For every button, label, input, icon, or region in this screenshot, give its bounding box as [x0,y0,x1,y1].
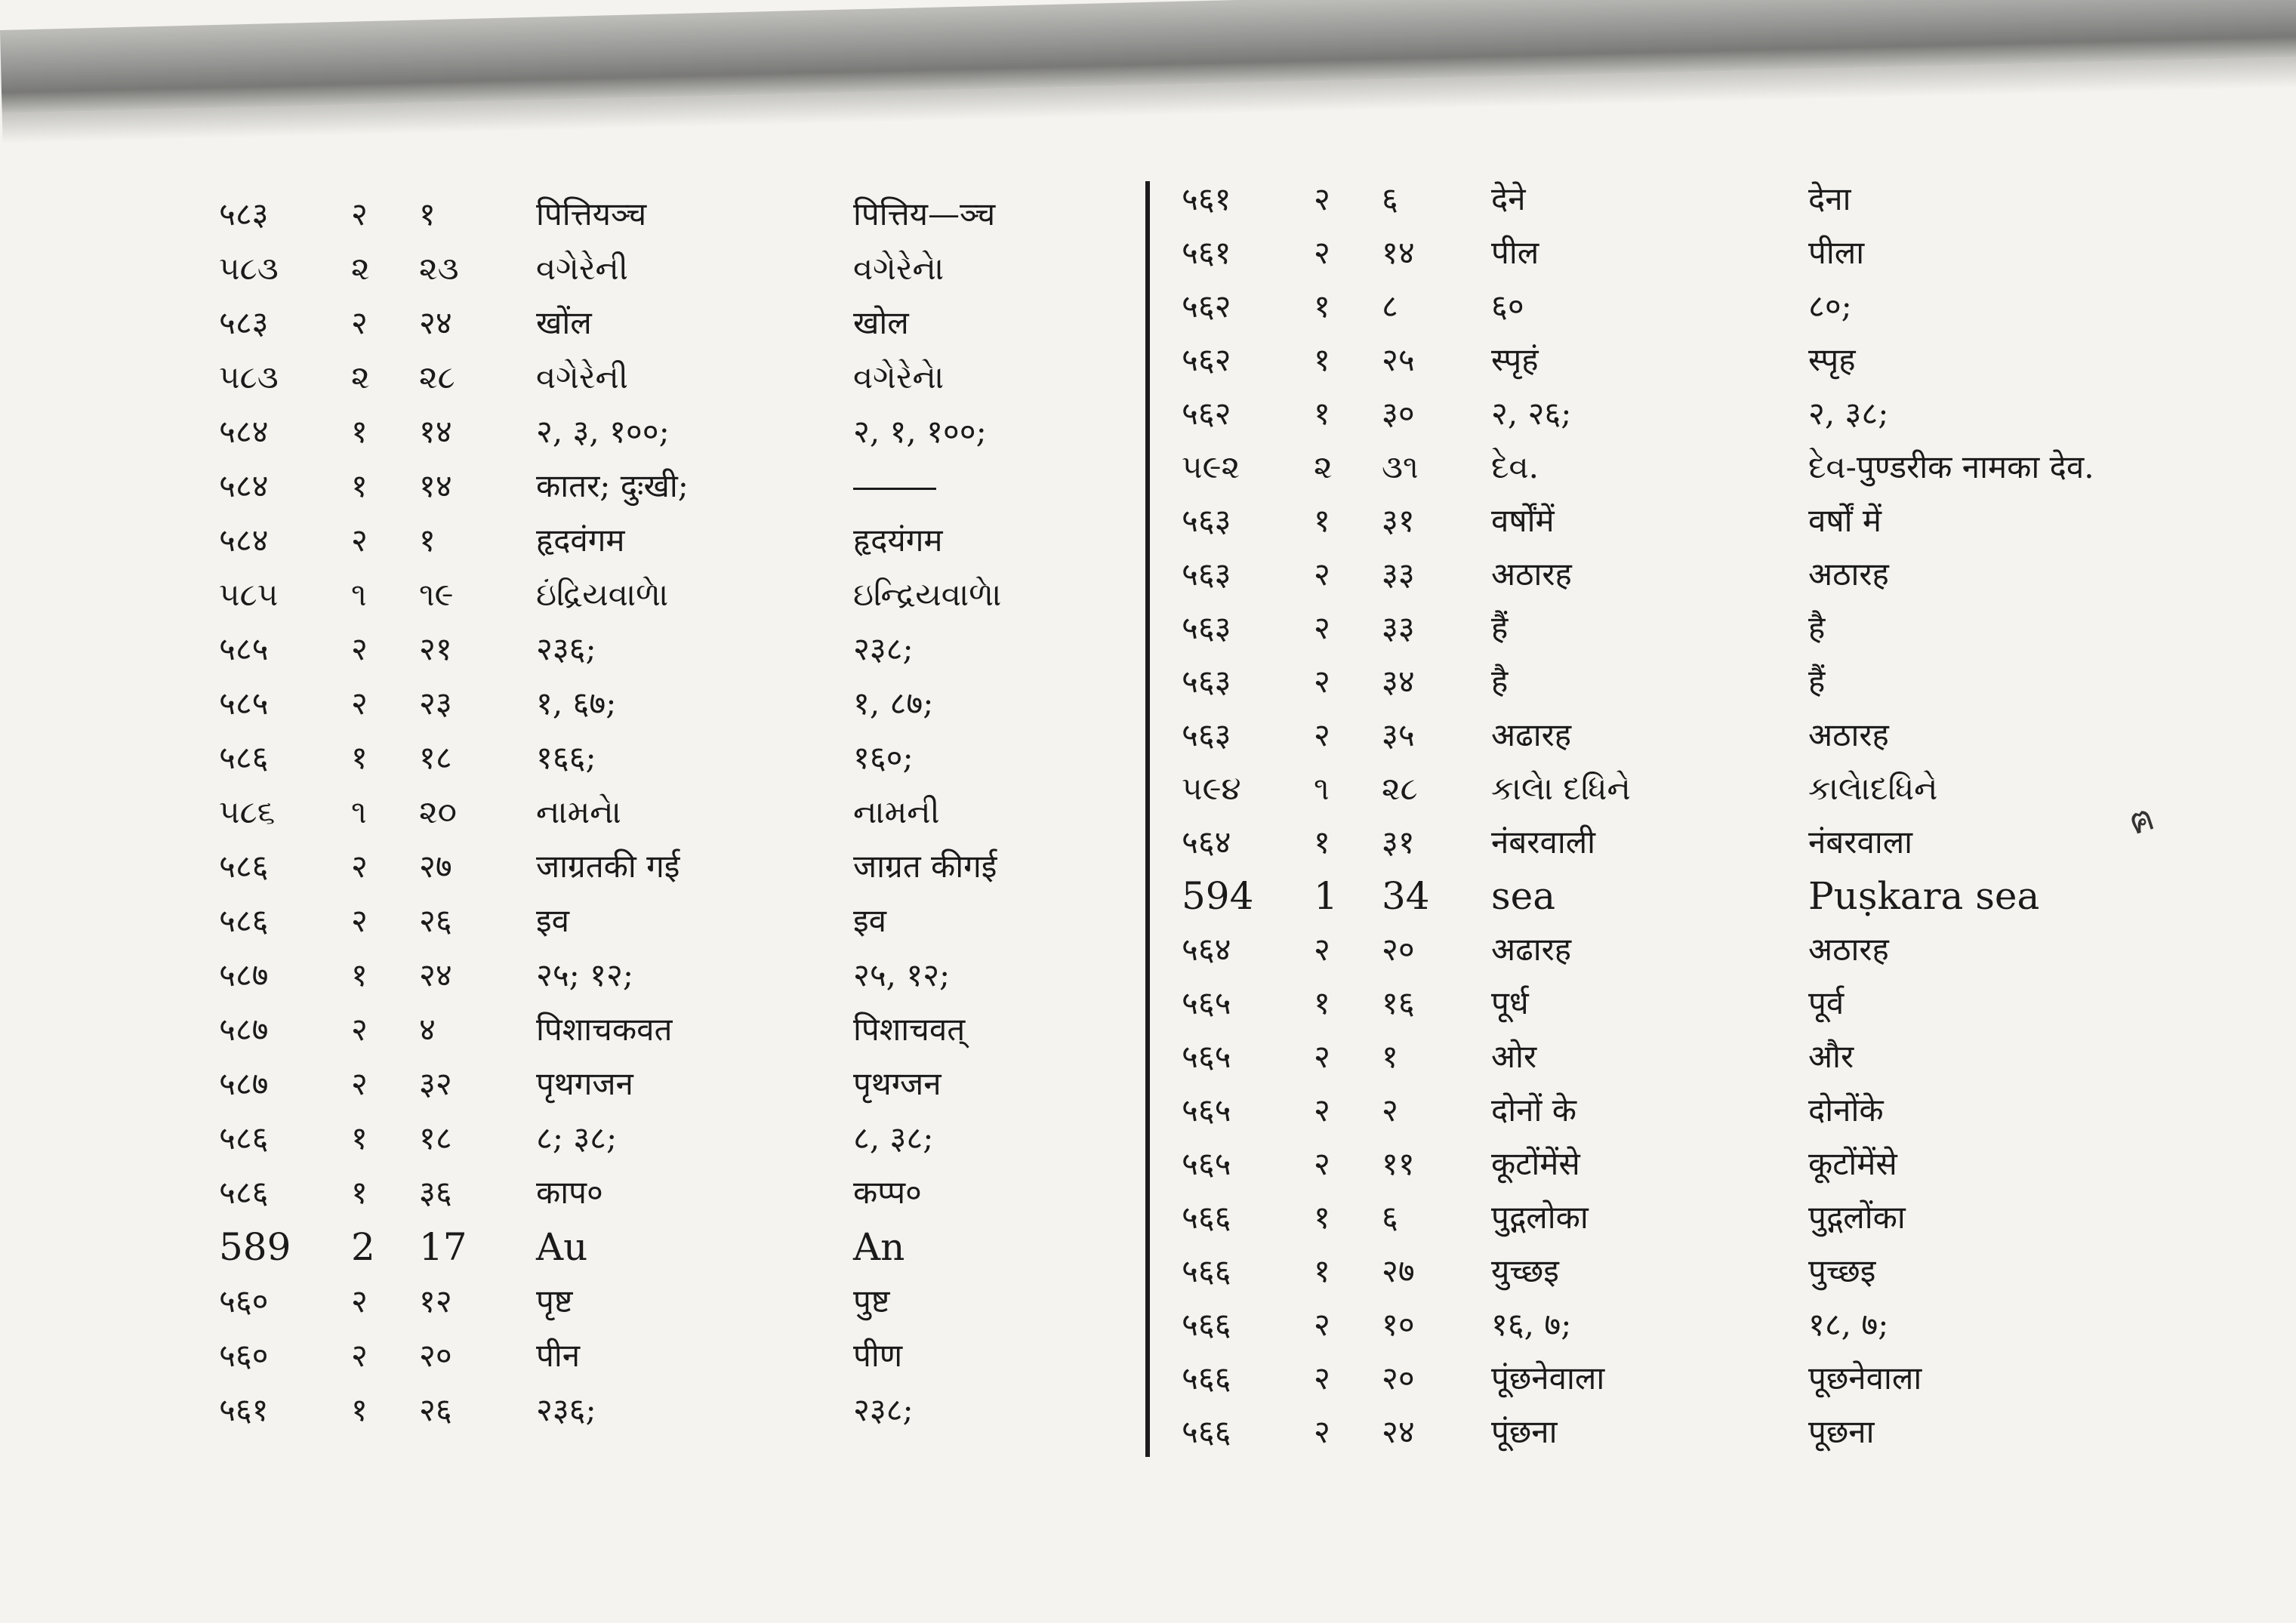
errata-row [219,406,1125,457]
column-number: २ [1314,1092,1330,1129]
correct-text: २, १, १००; [853,413,987,450]
column-number: २ [351,1283,368,1320]
line-number: 34 [1382,874,1430,918]
errata-row [1182,710,2163,761]
line-number: २ [1382,1092,1398,1129]
page-number: ५६६ [1182,1252,1231,1289]
errata-row [219,1276,1125,1327]
correct-text: कूटोंमेंसे [1808,1145,1897,1182]
incorrect-text: पीन [536,1337,581,1374]
page-number: ५८६ [219,1174,269,1211]
line-number: २३ [419,685,452,722]
errata-row [1182,281,2163,332]
line-number: ३२ [419,1065,452,1102]
errata-row [1182,495,2163,547]
line-number: ૨૮ [1382,770,1418,807]
correct-text: १६०; [853,739,914,776]
left-errata-column [219,174,1125,1480]
page-number: ५६३ [1182,663,1231,700]
correct-text: पिशाचवत् [853,1011,966,1048]
column-number: २ [1314,234,1330,271]
page-number: ૫૮૬ [219,793,276,830]
line-number: २४ [1382,1413,1415,1450]
incorrect-text: ओर [1491,1038,1537,1075]
incorrect-text: अढारह [1491,716,1572,753]
line-number: १८ [419,739,452,776]
page-number: ५६३ [1182,716,1231,753]
correct-text: ८, ३८; [853,1119,934,1156]
column-number: २ [1314,1038,1330,1075]
line-number: १८ [419,1119,452,1156]
correct-text: खोल [853,304,909,341]
correct-text: हृदयंगम [853,522,943,559]
page-number: ५६१ [1182,180,1231,217]
errata-row [219,569,1125,621]
errata-row [1182,870,2163,922]
correct-text: વગેરેનેા [853,250,945,287]
correct-text: નામની [853,793,940,830]
line-number: १ [419,196,436,233]
page-number: ૫૯૪ [1182,770,1241,807]
line-number: 17 [419,1225,467,1269]
incorrect-text: खोंल [536,304,592,341]
column-number: ૨ [351,359,370,396]
page-number: ५६२ [1182,395,1231,432]
incorrect-text: जाग्रतकी गई [536,848,680,885]
column-number: २ [1314,1360,1330,1397]
incorrect-text: દેવ. [1491,448,1539,485]
line-number: २४ [419,956,452,993]
correct-text: देना [1808,180,1851,217]
incorrect-text: કાલેા દધિને [1491,770,1631,807]
page-number: ५८६ [219,739,269,776]
incorrect-text: कातर; दुःखी; [536,467,689,504]
column-number: ૨ [351,250,370,287]
errata-row [1182,388,2163,439]
column-number: २ [1314,556,1330,593]
page-number: ૫૮૩ [219,250,279,287]
incorrect-text: अठारह [1491,556,1572,593]
line-number: ૩૧ [1382,448,1419,485]
page-number: ५८३ [219,196,269,233]
errata-row [1182,1246,2163,1297]
correct-text: Puṣkara sea [1808,874,2040,918]
correct-text: १८, ७; [1808,1306,1889,1343]
correct-text: कप्प० [853,1174,922,1211]
column-number: १ [351,956,368,993]
correct-text: पित्तिय—ञ्च [853,196,996,233]
column-number: १ [1314,341,1330,378]
correct-text: पूछना [1808,1413,1875,1450]
incorrect-text: पिशाचकवत [536,1011,673,1048]
page-number: ५८४ [219,413,269,450]
correct-text: वर्षों में [1808,502,1881,539]
correct-text: ઇન્દ્રિયવાળેા [853,576,1002,613]
correct-text: और [1808,1038,1854,1075]
errata-row [1182,227,2163,279]
incorrect-text: पुद्गलोका [1491,1199,1589,1236]
incorrect-text: १, ६७; [536,685,617,722]
line-number: २४ [419,304,452,341]
page-number: ५६४ [1182,931,1231,968]
column-number: २ [1314,1413,1330,1450]
correct-text: है [1808,609,1826,646]
errata-row [219,352,1125,403]
incorrect-text: Au [536,1225,588,1269]
page-number: ५८७ [219,1065,269,1102]
line-number: १० [1382,1306,1415,1343]
incorrect-text: १६६; [536,739,596,776]
line-number: ३१ [1382,502,1415,539]
column-number: ૧ [1314,770,1330,807]
line-number: २७ [1382,1252,1415,1289]
line-number: १४ [419,413,452,450]
line-number: ૨૮ [419,359,455,396]
column-number: १ [1314,502,1330,539]
column-number: १ [351,1174,368,1211]
errata-row [1182,1406,2163,1458]
errata-row [1182,602,2163,654]
page-number: ५६५ [1182,1092,1231,1129]
column-number: २ [351,522,368,559]
page-number: ૫૯૨ [1182,448,1240,485]
column-number: २ [351,196,368,233]
correct-text: કાલેાદધિને [1808,770,1938,807]
line-number: ११ [1382,1145,1415,1182]
column-number: २ [351,848,368,885]
incorrect-text: हृदवंगम [536,522,625,559]
page-number: 594 [1182,874,1254,918]
scan-edge [0,0,2296,174]
page-number: ५६६ [1182,1360,1231,1397]
correct-text: २, ३८; [1808,395,1889,432]
correct-text: दोनोंके [1808,1092,1884,1129]
correct-text: ८०; [1808,288,1852,325]
column-number: १ [1314,288,1330,325]
column-number: १ [351,739,368,776]
line-number: ३३ [1382,556,1415,593]
line-number: ૨૩ [419,250,459,287]
incorrect-text: दोनों के [1491,1092,1576,1129]
column-number: १ [351,413,368,450]
line-number: ६ [1382,180,1398,217]
incorrect-text: વગેરેની [536,250,628,287]
errata-row [219,1004,1125,1055]
page-number: ५८६ [219,1119,269,1156]
errata-row [219,189,1125,240]
errata-row [219,787,1125,838]
errata-row [1182,1138,2163,1190]
errata-row [219,950,1125,1001]
column-number: २ [1314,663,1330,700]
column-number: २ [351,1337,368,1374]
correct-text: २३८; [853,630,914,667]
page-number: ५८४ [219,467,269,504]
correct-text: An [853,1225,905,1269]
line-number: १ [1382,1038,1398,1075]
errata-row [219,1221,1125,1273]
correct-text: हैं [1808,663,1826,700]
line-number: ३० [1382,395,1415,432]
correct-text: पुच्छइ [1808,1252,1876,1289]
page-number: ५६३ [1182,556,1231,593]
line-number: ३४ [1382,663,1415,700]
column-number: १ [351,1391,368,1428]
correct-text: पूर्व [1808,984,1845,1021]
incorrect-text: १६, ७; [1491,1306,1572,1343]
incorrect-text: पूर्ध [1491,984,1529,1021]
line-number: ૨૦ [419,793,457,830]
column-number: १ [1314,1199,1330,1236]
page-number: ५८७ [219,956,269,993]
column-number: २ [351,1065,368,1102]
column-number: २ [351,630,368,667]
errata-row [1182,1192,2163,1243]
column-number: २ [351,1011,368,1048]
page-number: ५६२ [1182,341,1231,378]
incorrect-text: નામનેા [536,793,621,830]
line-number: १६ [1382,984,1415,1021]
errata-row [219,1330,1125,1381]
correct-text: पीला [1808,234,1865,271]
column-number: २ [1314,180,1330,217]
errata-row [1182,442,2163,493]
page-number: ५८६ [219,848,269,885]
line-number: २६ [419,1391,452,1428]
page-number: ५६१ [219,1391,269,1428]
incorrect-text: पील [1491,234,1539,271]
incorrect-text: नंबरवाली [1491,824,1596,861]
page-number: ५८५ [219,630,269,667]
incorrect-text: अढारह [1491,931,1572,968]
errata-row [219,243,1125,294]
errata-row [1182,817,2163,868]
incorrect-text: पूंछनेवाला [1491,1360,1605,1397]
errata-row [219,841,1125,892]
column-number: २ [1314,931,1330,968]
page-number: ५६५ [1182,1145,1231,1182]
page-number: ५६६ [1182,1199,1231,1236]
line-number: २१ [419,630,452,667]
line-number: ६ [1382,1199,1398,1236]
incorrect-text: पृष्ट [536,1283,573,1320]
errata-row [219,895,1125,947]
correct-text: १, ८७; [853,685,934,722]
correct-text: पुद्गलोंका [1808,1199,1906,1236]
page-number: ५६० [219,1337,269,1374]
correct-text: अठारह [1808,931,1889,968]
page-number: ५६५ [1182,1038,1231,1075]
page-number: ५६२ [1182,288,1231,325]
incorrect-text: पृथगजन [536,1065,633,1102]
line-number: २६ [419,902,452,939]
incorrect-text: पित्तियञ्च [536,196,647,233]
line-number: २७ [419,848,452,885]
correct-text: २५, १२; [853,956,951,993]
correct-text: વગેરેનેા [853,359,945,396]
errata-row [219,515,1125,566]
page-number: 589 [219,1225,291,1269]
incorrect-text: है [1491,663,1509,700]
column-number: ૨ [1314,448,1333,485]
incorrect-text: વગેરેની [536,359,628,396]
errata-row [219,1113,1125,1164]
correct-text: पूछनेवाला [1808,1360,1922,1397]
correct-text: દેવ-पुण्डरीक नामका देव. [1808,448,2094,485]
errata-row [219,624,1125,675]
incorrect-text: पूंछना [1491,1413,1558,1450]
column-number: 2 [351,1225,375,1269]
page-number: ૫૮૩ [219,359,279,396]
line-number: ३५ [1382,716,1415,753]
page-number: ५८७ [219,1011,269,1048]
incorrect-text: युच्छइ [1491,1252,1559,1289]
errata-row [219,460,1125,512]
errata-row [219,678,1125,729]
correct-text [853,460,936,512]
errata-row [1182,763,2163,815]
column-number: १ [1314,824,1330,861]
incorrect-text: ८; ३८; [536,1119,618,1156]
incorrect-text: २, २६; [1491,395,1572,432]
page-number: ५६३ [1182,609,1231,646]
correct-text: पुष्ट [853,1283,890,1320]
page-number: ५८५ [219,685,269,722]
column-number: २ [1314,1145,1330,1182]
column-number: १ [1314,984,1330,1021]
errata-row [1182,334,2163,386]
column-number: २ [351,902,368,939]
errata-row [1182,1353,2163,1404]
column-number: १ [1314,395,1330,432]
line-number: १ [419,522,436,559]
errata-row [1182,924,2163,975]
page-number: ५६३ [1182,502,1231,539]
errata-row [1182,1085,2163,1136]
page-number: ५६० [219,1283,269,1320]
column-number: २ [351,304,368,341]
line-number: ३१ [1382,824,1415,861]
column-number: ૧ [351,576,367,613]
column-number: 1 [1314,874,1338,918]
scan-edge-band [0,0,2296,113]
errata-row [1182,1299,2163,1350]
incorrect-text: हैं [1491,609,1509,646]
line-number: ३६ [419,1174,452,1211]
column-number: १ [351,1119,368,1156]
correct-text: इव [853,902,886,939]
incorrect-text: इव [536,902,569,939]
correct-text: जाग्रत कीगई [853,848,997,885]
incorrect-text: २, ३, १००; [536,413,670,450]
errata-row [219,1058,1125,1110]
page-number: ५८६ [219,902,269,939]
page-number: ५६४ [1182,824,1231,861]
line-number: ८ [1382,288,1398,325]
correct-text: पीण [853,1337,903,1374]
column-number: २ [1314,716,1330,753]
page-number: ५६५ [1182,984,1231,1021]
incorrect-text: देने [1491,180,1526,217]
incorrect-text: कूटोंमेंसे [1491,1145,1580,1182]
correct-text: नंबरवाला [1808,824,1913,861]
incorrect-text: sea [1491,874,1556,918]
page-number: ५८४ [219,522,269,559]
line-number: ४ [419,1011,436,1048]
column-number: १ [1314,1252,1330,1289]
column-number: १ [351,467,368,504]
page-number: ५८३ [219,304,269,341]
line-number: १२ [419,1283,452,1320]
incorrect-text: २३६; [536,1391,596,1428]
correct-text: २३८; [853,1391,914,1428]
incorrect-text: काप० [536,1174,603,1211]
line-number: २० [1382,931,1415,968]
line-number: ૧૯ [419,576,454,613]
errata-row [1182,978,2163,1029]
errata-row [219,1167,1125,1218]
margin-scribble-mark: ฅ [2123,796,2159,844]
errata-row [1182,656,2163,707]
column-number: २ [1314,1306,1330,1343]
incorrect-text: २३६; [536,630,596,667]
line-number: ३३ [1382,609,1415,646]
page-number: ५६१ [1182,234,1231,271]
errata-row [219,732,1125,784]
correct-text: स्पृह [1808,341,1856,378]
correct-text: पृथग्जन [853,1065,942,1102]
correct-text: अठारह [1808,556,1889,593]
column-number: २ [351,685,368,722]
line-number: १४ [1382,234,1415,271]
page-number: ૫૮૫ [219,576,279,613]
incorrect-text: ६० [1491,288,1524,325]
page-number: ५६६ [1182,1413,1231,1450]
incorrect-text: २५; १२; [536,956,634,993]
page-number: ५६६ [1182,1306,1231,1343]
errata-row [1182,174,2163,225]
errata-row [219,1384,1125,1436]
line-number: २० [1382,1360,1415,1397]
incorrect-text: वर्षोंमें [1491,502,1555,539]
correct-text: अठारह [1808,716,1889,753]
errata-row [1182,549,2163,600]
column-number: ૧ [351,793,367,830]
line-number: २० [419,1337,452,1374]
line-number: २५ [1382,341,1415,378]
omission-dash [853,488,936,490]
incorrect-text: स्पृहं [1491,341,1539,378]
column-divider [1145,181,1150,1457]
errata-row [1182,1031,2163,1083]
errata-row [219,297,1125,349]
column-number: २ [1314,609,1330,646]
line-number: १४ [419,467,452,504]
right-errata-column [1182,174,2163,1480]
incorrect-text: ઇંદ્રિયવાળેા [536,576,669,613]
